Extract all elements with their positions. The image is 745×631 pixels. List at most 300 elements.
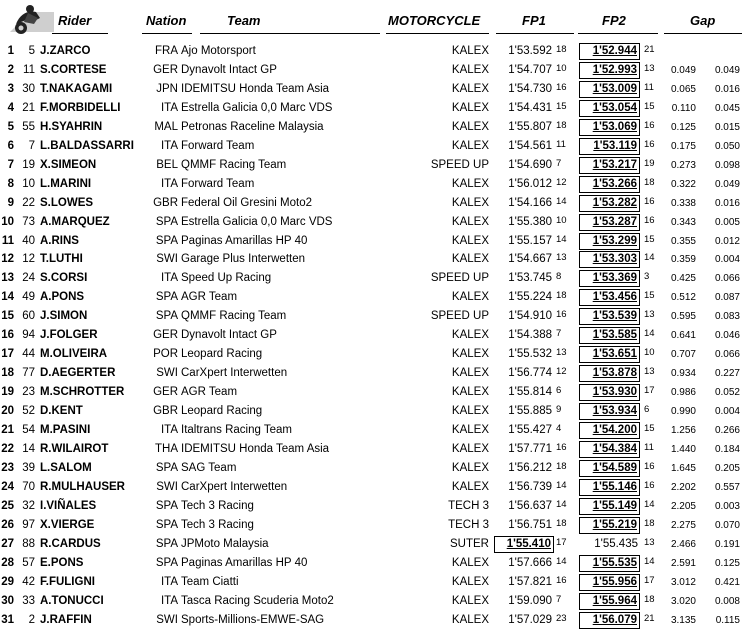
gap-to-previous-cell: 0.191: [714, 538, 740, 550]
position-cell: 31: [1, 613, 14, 626]
motorcycle-cell: KALEX: [451, 613, 489, 626]
gap-to-first-cell: 0.990: [670, 406, 696, 418]
nation-cell: SWI: [156, 253, 178, 266]
table-row: [0, 498, 745, 517]
fp1-time-cell: 1'56.212: [508, 461, 552, 474]
rider-number-cell: 49: [22, 291, 35, 304]
fp2-time-cell: 1'53.539: [579, 308, 640, 325]
gap-to-previous-cell: 0.098: [714, 159, 740, 171]
gap-to-previous-cell: 0.046: [714, 330, 740, 342]
nation-cell: ITA: [160, 424, 178, 436]
fp2-lap-cell: 13: [644, 536, 655, 548]
gap-to-previous-cell: 0.003: [714, 500, 740, 512]
nation-cell: POR: [153, 348, 178, 361]
rider-number-cell: 10: [22, 177, 35, 190]
rider-number-cell: 70: [22, 480, 35, 493]
fp1-lap-cell: 23: [556, 612, 567, 624]
fp2-time-cell: 1'54.200: [579, 422, 640, 439]
fp1-time-cell: 1'55.814: [508, 386, 552, 399]
gap-to-previous-cell: 0.015: [714, 121, 740, 133]
gap-to-previous-cell: 0.184: [714, 443, 740, 455]
fp2-time-cell: 1'56.079: [579, 612, 640, 629]
motorcycle-cell: KALEX: [451, 177, 489, 190]
gap-to-first-cell: 3.135: [670, 614, 696, 626]
rider-number-cell: 60: [22, 310, 35, 323]
header-nation: Nation: [146, 13, 187, 28]
motorcycle-cell: SUTER: [450, 537, 489, 550]
fp2-lap-cell: 19: [644, 157, 655, 169]
position-cell: 2: [7, 63, 14, 76]
fp1-time-cell: 1'55.410: [494, 536, 554, 553]
position-cell: 29: [1, 575, 14, 588]
motorcycle-cell: SPEED UP: [430, 272, 489, 285]
rider-number-cell: 5: [28, 45, 35, 57]
table-row: [0, 138, 745, 157]
table-row: [0, 214, 745, 233]
gap-to-previous-cell: 0.557: [714, 481, 740, 493]
fp1-lap-cell: 11: [556, 138, 566, 150]
fp1-lap-cell: 16: [556, 574, 567, 586]
header-underline: [386, 33, 489, 34]
team-cell: Federal Oil Gresini Moto2: [181, 196, 313, 209]
rider-number-cell: 14: [22, 442, 35, 455]
fp1-lap-cell: 14: [556, 195, 567, 207]
rider-number-cell: 55: [22, 120, 35, 133]
table-row: [0, 555, 745, 574]
rider-number-cell: 19: [22, 158, 35, 171]
fp2-lap-cell: 15: [644, 100, 655, 112]
rider-number-cell: 94: [22, 329, 35, 342]
position-cell: 24: [1, 480, 14, 493]
rider-number-cell: 88: [22, 537, 35, 550]
table-row: [0, 441, 745, 460]
fp2-lap-cell: 16: [644, 119, 655, 131]
fp1-lap-cell: 4: [556, 423, 562, 434]
rider-number-cell: 77: [22, 367, 35, 380]
fp1-time-cell: 1'53.592: [508, 45, 552, 57]
team-cell: Tech 3 Racing: [181, 518, 254, 531]
rider-name-cell: L.MARINI: [40, 177, 92, 190]
team-cell: Garage Plus Interwetten: [181, 253, 306, 266]
table-row: [0, 195, 745, 214]
rider-name-cell: M.OLIVEIRA: [40, 348, 108, 361]
team-cell: Forward Team: [181, 139, 255, 152]
fp1-lap-cell: 14: [556, 233, 567, 245]
gap-to-previous-cell: 0.052: [714, 387, 740, 399]
fp1-lap-cell: 12: [556, 366, 567, 378]
table-row: [0, 251, 745, 270]
table-row: [0, 536, 745, 555]
table-row: [0, 384, 745, 403]
fp1-time-cell: 1'54.431: [508, 101, 552, 114]
rider-number-cell: 7: [28, 139, 35, 152]
rider-name-cell: T.NAKAGAMI: [40, 82, 113, 95]
fp1-time-cell: 1'57.666: [508, 556, 552, 569]
gap-to-previous-cell: 0.050: [714, 140, 740, 152]
header-motorcycle: MOTORCYCLE: [388, 13, 481, 28]
gap-to-first-cell: 0.175: [670, 140, 696, 152]
gap-to-previous-cell: 0.115: [715, 614, 740, 626]
position-cell: 17: [1, 348, 14, 361]
gap-to-first-cell: 0.707: [670, 349, 696, 361]
rider-number-cell: 21: [22, 101, 35, 114]
gap-to-previous-cell: 0.004: [714, 406, 740, 418]
gap-to-previous-cell: 0.016: [714, 197, 740, 209]
rider-number-cell: 30: [22, 82, 35, 95]
rider-name-cell: A.PONS: [40, 291, 85, 304]
fp2-time-cell: 1'54.384: [579, 441, 640, 458]
rider-name-cell: X.SIMEON: [40, 158, 97, 171]
team-cell: QMMF Racing Team: [181, 158, 287, 171]
rider-name-cell: M.PASINI: [40, 424, 91, 436]
fp1-time-cell: 1'54.166: [508, 196, 552, 209]
motorcycle-rider-logo-icon: [8, 2, 56, 36]
position-cell: 25: [1, 499, 14, 512]
fp1-time-cell: 1'57.029: [508, 613, 552, 626]
gap-to-first-cell: 0.359: [670, 254, 696, 266]
nation-cell: GBR: [153, 196, 178, 209]
fp1-time-cell: 1'54.910: [508, 310, 552, 323]
fp2-time-cell: 1'53.299: [579, 233, 640, 250]
fp2-time-cell: 1'53.878: [579, 365, 640, 382]
gap-to-first-cell: 3.020: [670, 595, 696, 607]
gap-to-previous-cell: 0.070: [714, 519, 740, 531]
position-cell: 15: [1, 310, 14, 323]
rider-name-cell: S.CORTESE: [40, 63, 107, 76]
team-cell: Tech 3 Racing: [181, 499, 254, 512]
fp2-time-cell: 1'52.993: [579, 62, 640, 79]
fp1-time-cell: 1'54.388: [508, 329, 552, 342]
team-cell: Forward Team: [181, 177, 255, 190]
motorcycle-cell: KALEX: [451, 234, 489, 247]
motorcycle-cell: KALEX: [451, 101, 489, 114]
position-cell: 11: [1, 234, 14, 247]
nation-cell: SWI: [156, 480, 178, 493]
fp2-lap-cell: 11: [644, 441, 654, 453]
table-row: [0, 308, 745, 327]
fp2-time-cell: 1'53.282: [579, 195, 640, 212]
rider-number-cell: 40: [22, 234, 35, 247]
rider-name-cell: L.BALDASSARRI: [40, 139, 134, 152]
table-row: [0, 289, 745, 308]
position-cell: 28: [1, 556, 14, 569]
motorcycle-cell: KALEX: [451, 291, 489, 304]
header-underline: [496, 33, 574, 34]
gap-to-first-cell: 2.275: [670, 519, 696, 531]
fp2-lap-cell: 10: [644, 347, 655, 359]
gap-to-first-cell: 2.202: [670, 481, 696, 493]
fp1-lap-cell: 15: [556, 100, 567, 112]
fp1-lap-cell: 6: [556, 385, 562, 397]
fp2-time-cell: 1'55.956: [579, 574, 640, 591]
gap-to-first-cell: 0.125: [670, 121, 696, 133]
rider-name-cell: D.AEGERTER: [40, 367, 116, 380]
motorcycle-cell: KALEX: [451, 424, 489, 436]
table-row: [0, 365, 745, 384]
rider-number-cell: 57: [22, 556, 35, 569]
gap-to-first-cell: 0.425: [670, 273, 696, 285]
table-row: [0, 479, 745, 498]
team-cell: Tasca Racing Scuderia Moto2: [181, 594, 334, 607]
fp1-lap-cell: 7: [556, 328, 562, 340]
gap-to-first-cell: 0.343: [670, 216, 696, 228]
fp1-time-cell: 1'56.751: [508, 518, 552, 531]
rider-number-cell: 32: [22, 499, 35, 512]
table-row: [0, 43, 745, 62]
motorcycle-cell: KALEX: [451, 405, 489, 418]
team-cell: AGR Team: [181, 291, 238, 304]
position-cell: 16: [1, 329, 14, 342]
gap-to-previous-cell: 0.004: [714, 254, 740, 266]
fp1-time-cell: 1'54.730: [508, 82, 552, 95]
fp1-time-cell: 1'53.745: [508, 272, 552, 285]
table-row: [0, 327, 745, 346]
fp1-time-cell: 1'54.667: [508, 253, 552, 266]
position-cell: 3: [7, 82, 14, 95]
fp1-time-cell: 1'55.532: [508, 348, 552, 361]
fp2-lap-cell: 14: [644, 328, 655, 340]
header-team: Team: [227, 13, 261, 28]
motorcycle-cell: TECH 3: [448, 499, 489, 512]
gap-to-previous-cell: 0.049: [714, 64, 740, 76]
team-cell: AGR Team: [181, 386, 238, 399]
team-cell: SAG Team: [181, 461, 237, 474]
fp2-lap-cell: 18: [644, 176, 655, 188]
rider-number-cell: 12: [22, 253, 35, 266]
motorcycle-cell: KALEX: [451, 63, 489, 76]
fp1-time-cell: 1'56.739: [508, 480, 552, 493]
gap-to-first-cell: 0.273: [670, 159, 696, 171]
gap-to-first-cell: 1.440: [670, 443, 696, 455]
fp2-lap-cell: 14: [644, 555, 655, 567]
nation-cell: GBR: [153, 405, 178, 418]
rider-name-cell: J.FOLGER: [40, 329, 98, 342]
motorcycle-cell: KALEX: [451, 45, 489, 57]
fp1-lap-cell: 14: [556, 498, 567, 510]
gap-to-previous-cell: 0.008: [714, 595, 740, 607]
fp1-time-cell: 1'56.012: [508, 177, 552, 190]
gap-to-first-cell: 0.322: [670, 178, 696, 190]
rider-name-cell: F.FULIGNI: [40, 575, 95, 588]
team-cell: Italtrans Racing Team: [181, 424, 293, 436]
position-cell: 1: [7, 45, 14, 57]
rider-name-cell: M.SCHROTTER: [40, 386, 125, 399]
motorcycle-cell: KALEX: [451, 329, 489, 342]
fp2-time-cell: 1'53.303: [579, 251, 640, 268]
nation-cell: GER: [153, 386, 178, 399]
fp1-lap-cell: 18: [556, 460, 567, 472]
motorcycle-cell: SPEED UP: [430, 310, 489, 323]
fp1-lap-cell: 9: [556, 404, 562, 416]
nation-cell: ITA: [160, 575, 178, 588]
motorcycle-cell: KALEX: [451, 215, 489, 228]
fp2-lap-cell: 21: [644, 612, 655, 624]
fp2-lap-cell: 18: [644, 517, 655, 529]
team-cell: IDEMITSU Honda Team Asia: [181, 442, 330, 455]
team-cell: Estrella Galicia 0,0 Marc VDS: [181, 215, 333, 228]
fp2-time-cell: 1'53.009: [579, 81, 640, 98]
gap-to-first-cell: 0.986: [670, 387, 696, 399]
gap-to-previous-cell: 0.421: [714, 576, 740, 588]
fp1-time-cell: 1'57.821: [508, 575, 552, 588]
team-cell: Petronas Raceline Malaysia: [181, 120, 324, 133]
team-cell: Dynavolt Intact GP: [181, 329, 277, 342]
rider-number-cell: 39: [22, 461, 35, 474]
motorcycle-cell: KALEX: [451, 348, 489, 361]
nation-cell: GER: [153, 63, 178, 76]
fp1-lap-cell: 7: [556, 157, 562, 169]
position-cell: 27: [1, 537, 14, 550]
rider-name-cell: I.VIÑALES: [40, 499, 97, 512]
nation-cell: ITA: [160, 594, 178, 607]
gap-to-first-cell: 2.466: [670, 538, 696, 550]
table-row: [0, 81, 745, 100]
team-cell: QMMF Racing Team: [181, 310, 287, 323]
gap-to-previous-cell: 0.045: [714, 102, 740, 114]
position-cell: 9: [7, 196, 14, 209]
fp2-lap-cell: 21: [644, 44, 655, 55]
rider-number-cell: 73: [22, 215, 35, 228]
fp2-time-cell: 1'53.369: [579, 270, 640, 287]
rider-name-cell: X.VIERGE: [40, 518, 95, 531]
rider-number-cell: 24: [22, 272, 35, 285]
fp1-lap-cell: 13: [556, 252, 567, 264]
motorcycle-cell: KALEX: [451, 575, 489, 588]
fp1-time-cell: 1'55.427: [508, 424, 552, 436]
team-cell: Paginas Amarillas HP 40: [181, 556, 308, 569]
fp1-lap-cell: 12: [556, 176, 567, 188]
team-cell: Ajo Motorsport: [181, 45, 256, 57]
team-cell: Speed Up Racing: [181, 272, 272, 285]
fp1-lap-cell: 14: [556, 555, 567, 567]
gap-to-previous-cell: 0.012: [714, 235, 740, 247]
rider-name-cell: S.LOWES: [40, 196, 94, 209]
rider-name-cell: A.MARQUEZ: [40, 215, 110, 228]
fp1-time-cell: 1'55.807: [508, 120, 552, 133]
fp1-lap-cell: 16: [556, 81, 567, 93]
nation-cell: SWI: [156, 367, 178, 380]
gap-to-previous-cell: 0.005: [714, 216, 740, 228]
gap-to-previous-cell: 0.049: [714, 178, 740, 190]
motorcycle-cell: KALEX: [451, 386, 489, 399]
motorcycle-cell: KALEX: [451, 480, 489, 493]
nation-cell: ITA: [160, 139, 178, 152]
table-row: [0, 403, 745, 422]
nation-cell: THA: [155, 442, 178, 455]
fp2-lap-cell: 13: [644, 62, 655, 74]
nation-cell: SPA: [155, 499, 178, 512]
gap-to-first-cell: 0.641: [670, 330, 696, 342]
rider-name-cell: J.ZARCO: [40, 45, 91, 57]
position-cell: 20: [1, 405, 14, 418]
position-cell: 19: [1, 386, 14, 399]
table-row: [0, 119, 745, 138]
rider-name-cell: A.RINS: [40, 234, 79, 247]
header-underline: [52, 33, 108, 34]
gap-to-previous-cell: 0.083: [714, 311, 740, 323]
gap-to-previous-cell: 0.125: [714, 557, 740, 569]
table-row: [0, 517, 745, 536]
table-row: [0, 100, 745, 119]
gap-to-first-cell: 0.338: [670, 197, 696, 209]
position-cell: 6: [7, 139, 14, 152]
nation-cell: FRA: [155, 45, 178, 57]
fp2-time-cell: 1'53.585: [579, 327, 640, 344]
fp1-time-cell: 1'57.771: [508, 442, 552, 455]
gap-to-previous-cell: 0.227: [714, 368, 740, 380]
fp2-time-cell: 1'55.219: [579, 517, 640, 534]
rider-number-cell: 22: [22, 196, 35, 209]
gap-to-first-cell: 0.934: [670, 368, 696, 380]
position-cell: 26: [1, 518, 14, 531]
fp2-lap-cell: 6: [644, 404, 650, 416]
gap-to-first-cell: 2.591: [670, 557, 696, 569]
fp2-time-cell: 1'55.964: [579, 593, 640, 610]
nation-cell: JPN: [156, 82, 178, 95]
table-row: [0, 157, 745, 176]
fp2-lap-cell: 18: [644, 593, 655, 605]
fp2-time-cell: 1'55.146: [579, 479, 640, 496]
table-row: [0, 422, 745, 441]
table-header: [0, 0, 745, 40]
rider-number-cell: 11: [23, 63, 35, 76]
fp1-lap-cell: 10: [556, 62, 567, 74]
fp2-lap-cell: 17: [644, 574, 655, 586]
rider-name-cell: S.CORSI: [40, 272, 88, 285]
fp1-time-cell: 1'54.561: [508, 139, 552, 152]
gap-to-first-cell: 1.256: [670, 425, 696, 436]
rider-name-cell: R.CARDUS: [40, 537, 101, 550]
header-underline: [142, 33, 192, 34]
table-row: [0, 612, 745, 631]
fp1-lap-cell: 18: [556, 290, 567, 302]
rider-number-cell: 33: [22, 594, 35, 607]
header-fp1: FP1: [522, 13, 546, 28]
rider-name-cell: R.MULHAUSER: [40, 480, 125, 493]
fp1-lap-cell: 8: [556, 271, 562, 283]
position-cell: 8: [7, 177, 14, 190]
nation-cell: SPA: [155, 215, 178, 228]
header-underline: [578, 33, 658, 34]
nation-cell: ITA: [160, 177, 178, 190]
fp1-lap-cell: 13: [556, 347, 567, 359]
table-row: [0, 176, 745, 195]
gap-to-first-cell: 0.110: [671, 102, 696, 114]
header-underline: [664, 33, 742, 34]
nation-cell: ITA: [160, 272, 178, 285]
fp1-time-cell: 1'56.774: [508, 367, 552, 380]
gap-to-first-cell: 2.205: [670, 500, 696, 512]
rider-name-cell: J.SIMON: [40, 310, 88, 323]
rider-name-cell: R.WILAIROT: [40, 442, 109, 455]
fp2-lap-cell: 11: [644, 81, 654, 93]
motorcycle-cell: KALEX: [451, 196, 489, 209]
header-rider: Rider: [58, 13, 92, 28]
team-cell: Estrella Galicia 0,0 Marc VDS: [181, 101, 333, 114]
fp1-time-cell: 1'54.690: [508, 158, 552, 171]
gap-to-previous-cell: 0.016: [714, 83, 740, 95]
rider-number-cell: 2: [28, 613, 35, 626]
fp2-time-cell: 1'54.589: [579, 460, 640, 477]
nation-cell: SPA: [155, 537, 178, 550]
header-gap: Gap: [690, 13, 716, 28]
team-cell: Sports-Millions-EMWE-SAG: [181, 613, 325, 626]
rider-number-cell: 97: [22, 518, 35, 531]
motorcycle-cell: KALEX: [451, 139, 489, 152]
fp2-lap-cell: 13: [644, 309, 655, 321]
nation-cell: ITA: [160, 101, 178, 114]
table-row: [0, 574, 745, 593]
